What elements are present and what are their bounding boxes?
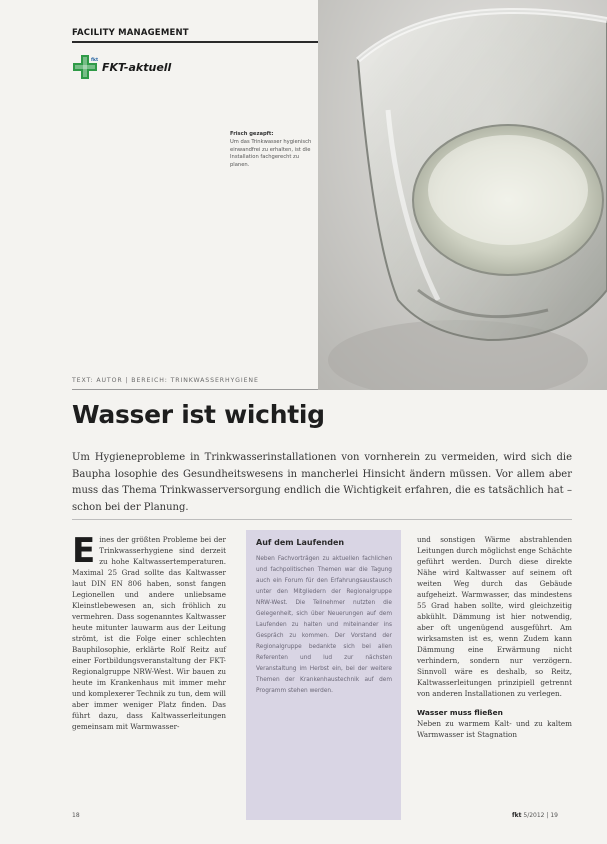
info-box — [246, 530, 401, 820]
caption-title: Frisch gezapft: — [230, 131, 274, 137]
header-rule — [72, 41, 318, 43]
info-box-text: Neben Fachvorträgen zu aktuellen fachlichen und fachpolitischen Themen war die Tagung auch ein Forum für den Erfahrungsaustausch unter den Mitgliedern der Regionalgruppe NRW-West. Die Teilnehmer nutzten die Gelegenheit, sich über Neuerungen auf dem Laufenden zu halten und miteinander ins Gespräch zu kommen. Der Vorstand der Regionalgruppe bedankte sich bei allen Referenten und lud zur nächsten Veranstaltung im Herbst ein, bei der weitere Themen der Krankenhaustechnik auf dem Programm stehen werden. — [256, 556, 392, 694]
page-number-left: 18 — [72, 812, 80, 819]
folio-right — [512, 812, 558, 819]
column-3-continued: Neben zu warmem Kalt- und zu kaltem Warmwasser ist Stagnation — [417, 719, 572, 739]
drop-cap: E — [72, 531, 96, 571]
logo-badge: fkt — [91, 58, 98, 63]
lead-rule — [72, 519, 572, 520]
article-kicker: TEXT: AUTOR | BEREICH: TRINKWASSERHYGIENE — [72, 377, 259, 384]
article-lead: Um Hygieneprobleme in Trinkwasserinstallationen von vornherein zu vermeiden, wird sich die Baupha losophie des Gesundheitswesens in mancherlei Hinsicht ändern müssen. Vor allem aber muss das Thema Trinkwasserversorgung endlich die Wichtigkeit erfahren, die es tatsächlich hat – schon bei der Planung. — [72, 452, 572, 513]
green-cross-icon — [72, 54, 98, 80]
column-1-text: ines der größten Probleme bei der Trinkwasserhygiene sind derzeit zu hohe Kaltwassertemperaturen. Maximal 25 Grad sollte das Kaltwasser laut DIN EN 806 haben, sonst fangen Legionellen und andere unliebsame Kleinstlebewesen an, sich fröhlich zu vermehren. Dass sogenanntes Kaltwasser heute mitunter lauwarm aus der Leitung strömt, ist die Folge einer schlechten Bauphilosophie, erklärte Rolf Reitz auf einer Fortbildungsveranstaltung der FKT-Regionalgruppe NRW-West. Wir bauen zu heute im Krankenhaus mit immer mehr und komplexerer Technik zu tun, dem will aber immer weniger Platz finden. Das führt dazu, dass Kaltwasserleitungen gemeinsam mit Warmwasser- — [72, 535, 226, 731]
article-title: Wasser ist wichtig — [72, 400, 325, 429]
body-column-1 — [72, 531, 226, 732]
logo-text: FKT-aktuell — [102, 60, 172, 74]
water-glass-illustration — [318, 0, 607, 390]
photo-caption — [230, 131, 316, 170]
column-subhead: Wasser muss fließen — [417, 708, 503, 717]
body-column-3 — [417, 534, 572, 740]
fkt-aktuell-logo — [72, 54, 171, 80]
column-3-text: und sonstigen Wärme abstrahlenden Leitungen durch möglichst enge Schächte geführt werden. Durch diese direkte Nähe wird Kaltwasser auf seinem oft weiten Weg durch das Gebäude aufgeheizt. Warmwasser, das mindestens 55 Grad haben sollte, wird gleichzeitig abkühlt. Dämmung ist hier notwendig, aber oft ungenügend ausgeführt. Am wirksamsten ist es, wenn Zudem kann Dämmung eine Erwärmung nicht verhindern, sondern nur verzögern. Sinnvoll wäre es deshalb, so Reitz, Kaltwasserleitungen prinzipiell getrennt von anderen Installationen zu verlegen. — [417, 535, 572, 698]
kicker-rule — [72, 389, 318, 390]
water-glass-photo — [318, 0, 607, 390]
caption-text: Um das Trinkwasser hygienisch einwandfrei zu erhalten, ist die Installation fachgerecht zu planen. — [230, 138, 312, 169]
magazine-name: fkt — [512, 812, 522, 819]
info-box-title: Auf dem Laufenden — [256, 538, 345, 547]
section-label: FACILITY MANAGEMENT — [72, 28, 189, 38]
issue-info: 5/2012 | 19 — [523, 812, 558, 819]
